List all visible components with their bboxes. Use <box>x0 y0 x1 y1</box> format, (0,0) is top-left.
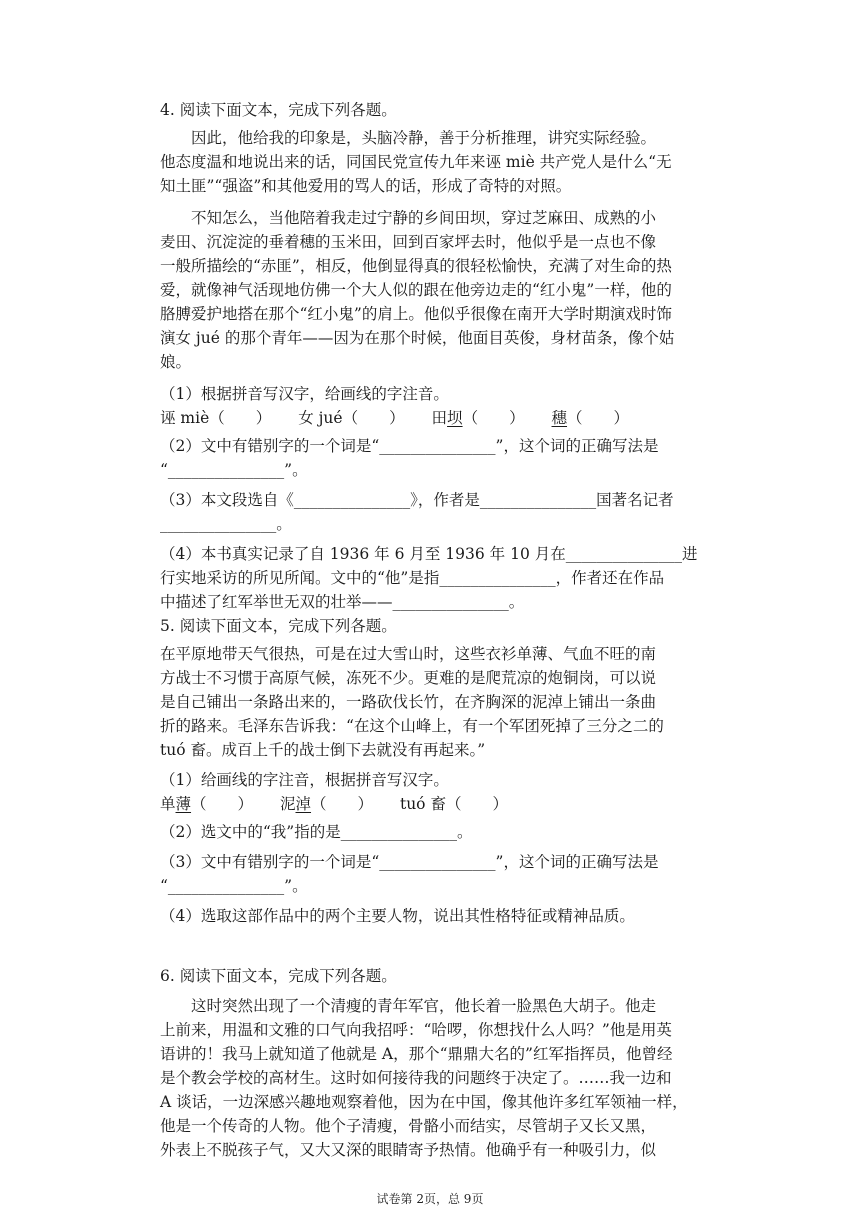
q5-item-danbo-prefix: 单 <box>160 795 176 813</box>
q4-sub3-line: _______________。 <box>160 515 292 533</box>
q6-para-line: 外表上不脱孩子气，又大又深的眼睛寄予热情。他确乎有一种吸引力，似 <box>160 1141 657 1159</box>
q4-item-jue: 女 jué（ ） <box>298 409 405 427</box>
q4-heading: 4. 阅读下面文本，完成下列各题。 <box>160 101 397 119</box>
q5-item-bo-blank: （ ） <box>191 795 254 813</box>
q4-sub4-line: （4）本书真实记录了自 1936 年 6 月至 1936 年 10 月在_______________进 <box>160 545 698 563</box>
q6-para-line: 他是一个传奇的人物。他个子清瘦，骨骼小而结实，尽管胡子又长又黑， <box>160 1117 657 1135</box>
q5-sub3-line: “_______________”。 <box>160 877 308 895</box>
q4-para1-line: 因此，他给我的印象是，头脑冷静，善于分析推理，讲究实际经验。 <box>191 129 657 147</box>
q4-para2-line: 演女 jué 的那个青年——因为在那个时候，他面目英俊，身材苗条，像个姑 <box>160 329 675 347</box>
q6-para-line: A 谈话，一边深感兴趣地观察着他，因为在中国，像其他许多红军领袖一样， <box>160 1093 688 1111</box>
q5-item-ninao-prefix: 泥 <box>279 795 296 813</box>
q6-para-line: 是个教会学校的高材生。这时如何接待我的问题终于决定了。……我一边和 <box>160 1069 672 1087</box>
q4-para1-line: 知土匪”“强盗”和其他爱用的骂人的话，形成了奇特的对照。 <box>160 177 572 195</box>
q5-para-line: 是自己铺出一条路出来的，一路砍伐长竹，在齐胸深的泥淖上铺出一条曲 <box>160 693 657 711</box>
q5-sub3-line: （3）文中有错别字的一个词是“_______________”，这个词的正确写法是 <box>160 853 659 871</box>
q4-para2-line: 娘。 <box>160 353 192 371</box>
q4-para2-line: 不知怎么，当他陪着我走过宁静的乡间田坝，穿过芝麻田、成熟的小 <box>191 209 657 227</box>
q5-heading: 5. 阅读下面文本，完成下列各题。 <box>160 617 397 635</box>
q5-item-bo-underlined: 薄 <box>175 795 192 813</box>
q4-sub1-items <box>160 408 629 428</box>
q4-para2-line: 爱，就像神气活现地仿佛一个大人似的跟在他旁边走的“红小鬼”一样，他的 <box>160 281 672 299</box>
q5-para-line: 折的路来。毛泽东告诉我：“在这个山峰上，有一个军团死掉了三分之二的 <box>160 717 664 735</box>
q4-sub3-line: （3）本文段选自《_______________》，作者是_______________国著名记者 <box>160 491 674 509</box>
q4-sub1-title: （1）根据拼音写汉字，给画线的字注音。 <box>160 385 449 403</box>
q5-item-tuo: tuó 畜（ ） <box>399 795 508 813</box>
q4-para1-line: 他态度温和地说出来的话，同国民党宣传九年来诬 miè 共产党人是什么“无 <box>160 153 672 171</box>
q5-item-nao-underlined: 淖 <box>295 795 312 813</box>
q4-item-ba-underlined: 坝 <box>447 409 463 427</box>
q4-para2-line: 胳膊爱护地搭在那个“红小鬼”的肩上。他似乎很像在南开大学时期演戏时饰 <box>160 305 672 323</box>
q4-sub2-line: （2）文中有错别字的一个词是“_______________”，这个词的正确写法是 <box>160 437 659 455</box>
q4-item-sui-underlined: 穗 <box>551 409 568 427</box>
q6-para-line: 上前来，用温和文雅的口气向我招呼：“哈啰，你想找什么人吗？”他是用英 <box>160 1021 672 1039</box>
q6-para-line: 这时突然出现了一个清瘦的青年军官，他长着一脸黑色大胡子。他走 <box>191 997 657 1015</box>
q5-sub2: （2）选文中的“我”指的是_______________。 <box>160 823 473 841</box>
q4-sub2-line: “_______________”。 <box>160 461 308 479</box>
q5-item-nao-blank: （ ） <box>311 795 374 813</box>
q4-item-mie: 诬 miè（ ） <box>160 409 272 427</box>
q4-para2-line: 麦田、沉淀淀的垂着穗的玉米田，回到百家坪去时，他似乎是一点也不像 <box>160 233 657 251</box>
q4-item-tianba-prefix: 田 <box>431 409 448 427</box>
q6-heading: 6. 阅读下面文本，完成下列各题。 <box>160 967 397 985</box>
q5-sub4: （4）选取这部作品中的两个主要人物，说出其性格特征或精神品质。 <box>160 907 635 925</box>
q5-para-line: tuó 畜。成百上千的战士倒下去就没有再起来。” <box>160 741 486 759</box>
q4-item-ba-blank: （ ） <box>462 409 525 427</box>
page-footer: 试卷第 2页，总 9页 <box>376 1192 484 1206</box>
q4-sub4-line: 行实地采访的所见所闻。文中的“他”是指_______________，作者还在作品 <box>160 569 665 587</box>
q4-para2-line: 一般所描绘的“赤匪”，相反，他倒显得真的很轻松愉快，充满了对生命的热 <box>160 257 672 275</box>
q6-para-line: 语讲的！我马上就知道了他就是 A，那个“鼎鼎大名的”红军指挥员，他曾经 <box>160 1045 673 1063</box>
q4-item-sui-blank: （ ） <box>567 409 630 427</box>
q5-para-line: 在平原地带天气很热，可是在过大雪山时，这些衣衫单薄、气血不旺的南 <box>160 645 657 663</box>
q5-sub1-title: （1）给画线的字注音，根据拼音写汉字。 <box>160 771 449 789</box>
q5-para-line: 方战士不习惯于高原气候，冻死不少。更难的是爬荒凉的炮铜岗，可以说 <box>160 669 657 687</box>
q4-sub4-line: 中描述了红军举世无双的壮举——_______________。 <box>160 593 525 611</box>
q5-sub1-items <box>160 794 508 814</box>
